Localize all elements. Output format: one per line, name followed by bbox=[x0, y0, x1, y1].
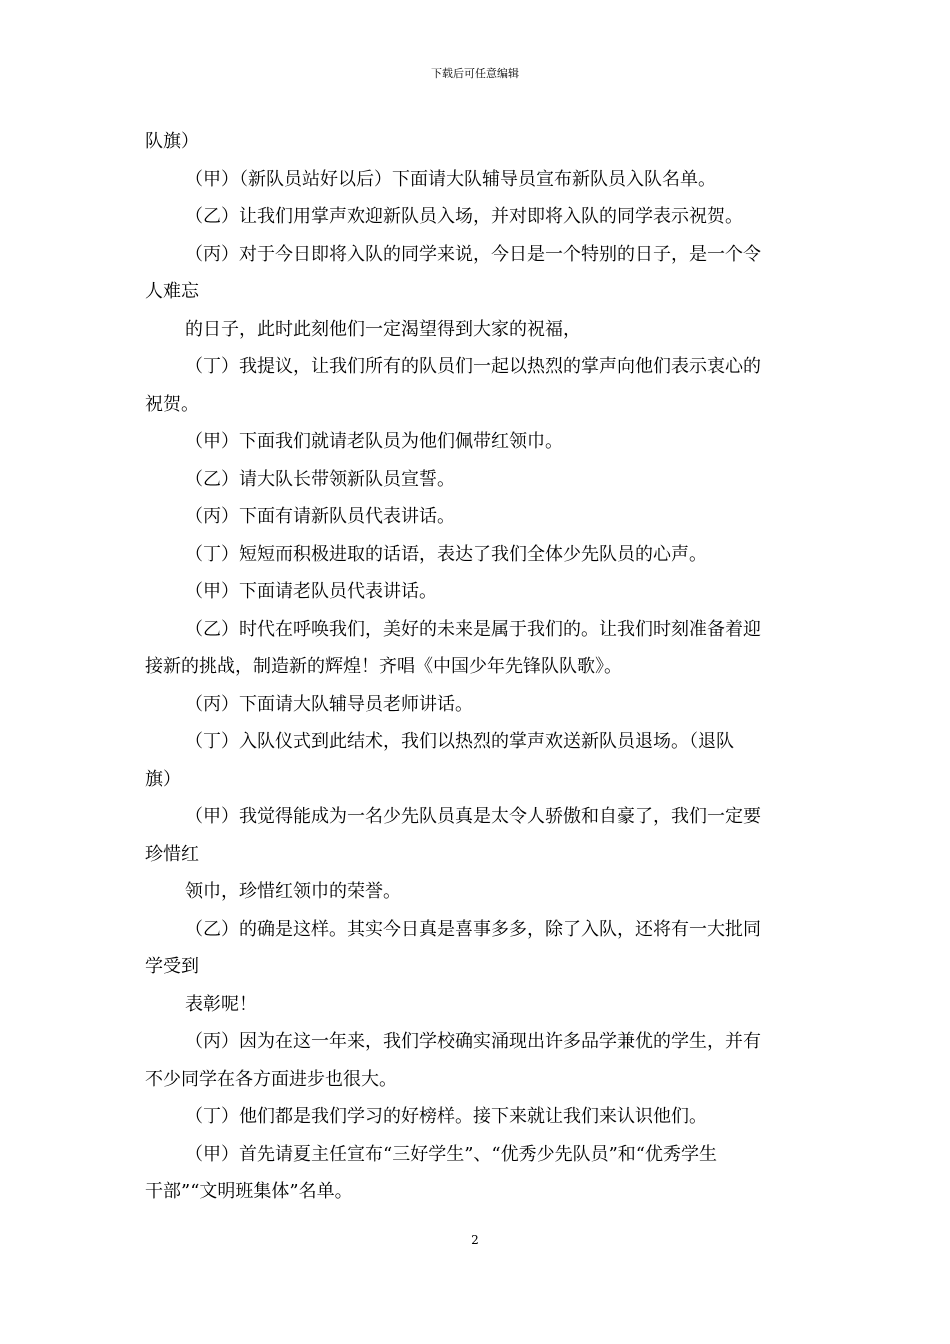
text-line: 干部”“文明班集体”名单。 bbox=[145, 1181, 353, 1202]
text-line: （丙）下面请大队辅导员老师讲话。 bbox=[185, 693, 473, 715]
text-line: （甲）下面我们就请老队员为他们佩带红领巾。 bbox=[185, 431, 563, 452]
text-line: （甲）（新队员站好以后）下面请大队辅导员宣布新队员入队名单。 bbox=[185, 168, 716, 190]
page-number: 2 bbox=[471, 1233, 479, 1247]
text-line: 不少同学在各方面进步也很大。 bbox=[145, 1068, 397, 1090]
text-line: 接新的挑战，制造新的辉煌！齐唱《中国少年先锋队队歌》。 bbox=[145, 656, 622, 677]
text-line: （乙）时代在呼唤我们，美好的未来是属于我们的。让我们时刻准备着迎 bbox=[185, 618, 761, 640]
text-line: 旗） bbox=[145, 768, 181, 790]
text-line: 队旗） bbox=[145, 131, 199, 152]
text-line: 珍惜红 bbox=[145, 843, 199, 865]
text-line: （甲）我觉得能成为一名少先队员真是太令人骄傲和自豪了，我们一定要 bbox=[185, 806, 761, 827]
text-line: 领巾，珍惜红领巾的荣誉。 bbox=[185, 881, 401, 902]
document-body bbox=[145, 123, 810, 1211]
text-line: 学受到 bbox=[145, 956, 199, 977]
text-line: （丁）他们都是我们学习的好榜样。接下来就让我们来认识他们。 bbox=[185, 1106, 707, 1127]
text-line: 表彰呢！ bbox=[185, 993, 257, 1015]
text-line: （丙）下面有请新队员代表讲话。 bbox=[185, 506, 455, 527]
text-line: （甲）下面请老队员代表讲话。 bbox=[185, 581, 437, 602]
text-line: （乙）让我们用掌声欢迎新队员入场，并对即将入队的同学表示祝贺。 bbox=[185, 206, 743, 227]
page-header: 下载后可任意编辑 bbox=[431, 67, 519, 80]
text-line: 祝贺。 bbox=[145, 393, 199, 415]
text-line: （丁）我提议，让我们所有的队员们一起以热烈的掌声向他们表示衷心的 bbox=[185, 356, 761, 377]
text-line: （丙）对于今日即将入队的同学来说，今日是一个特别的日子，是一个令 bbox=[185, 243, 761, 265]
text-line: （丙）因为在这一年来，我们学校确实涌现出许多品学兼优的学生，并有 bbox=[185, 1031, 761, 1052]
text-line: （乙）的确是这样。其实今日真是喜事多多，除了入队，还将有一大批同 bbox=[185, 918, 761, 940]
text-line: （丁）入队仪式到此结术，我们以热烈的掌声欢送新队员退场。（退队 bbox=[185, 731, 734, 752]
text-line: 的日子，此时此刻他们一定渴望得到大家的祝福， bbox=[185, 318, 581, 340]
text-line: （丁）短短而积极进取的话语，表达了我们全体少先队员的心声。 bbox=[185, 543, 707, 565]
text-line: （乙）请大队长带领新队员宣誓。 bbox=[185, 468, 455, 490]
text-line: （甲）首先请夏主任宣布“三好学生”、“优秀少先队员”和“优秀学生 bbox=[185, 1143, 718, 1165]
text-line: 人难忘 bbox=[145, 281, 199, 302]
